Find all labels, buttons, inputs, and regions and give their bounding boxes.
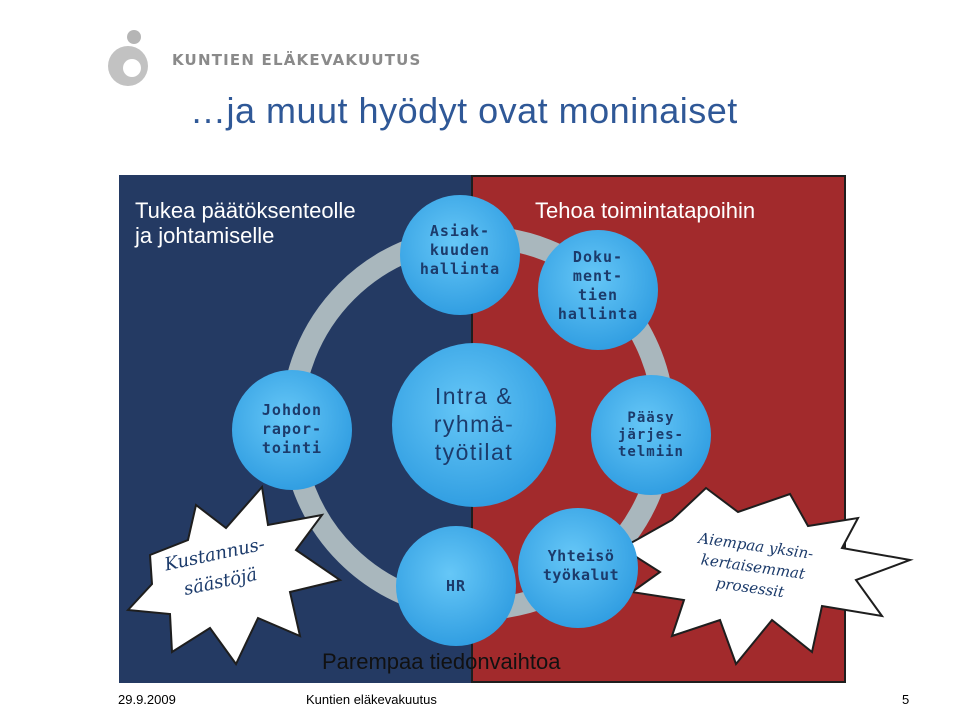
hr-label: HR (445, 577, 467, 595)
asiakkuuden-label: Asiak- kuuden hallinta (419, 222, 501, 278)
page-title: …ja muut hyödyt ovat moninaiset (190, 90, 738, 131)
bottom-label: Parempaa tiedonvaihtoa (322, 649, 561, 674)
yhteiso-label: Yhteisö työkalut (542, 547, 620, 584)
footer-organization: Kuntien eläkevakuutus (306, 692, 437, 707)
logo-text: KUNTIEN ELÄKEVAKUUTUS (172, 51, 422, 69)
kustannus-label: Kustannus- säästöjä (162, 533, 267, 600)
center-label: Intra & ryhmä- työtilat (433, 383, 515, 465)
johdon-label: Johdon rapor- tointi (261, 401, 323, 457)
aiempaa-label: Aiempaa yksin- kertaisemmat prosessit (697, 528, 815, 602)
dokumenttien-label: Doku- ment- tien hallinta (557, 248, 639, 323)
left-heading: Tukea päätöksenteolle ja johtamiselle (135, 198, 356, 248)
footer-date: 29.9.2009 (118, 692, 176, 707)
paasy-label: Pääsy järjes- telmiin (617, 410, 684, 460)
right-heading: Tehoa toimintatapoihin (535, 198, 756, 223)
page-number: 5 (902, 692, 910, 707)
